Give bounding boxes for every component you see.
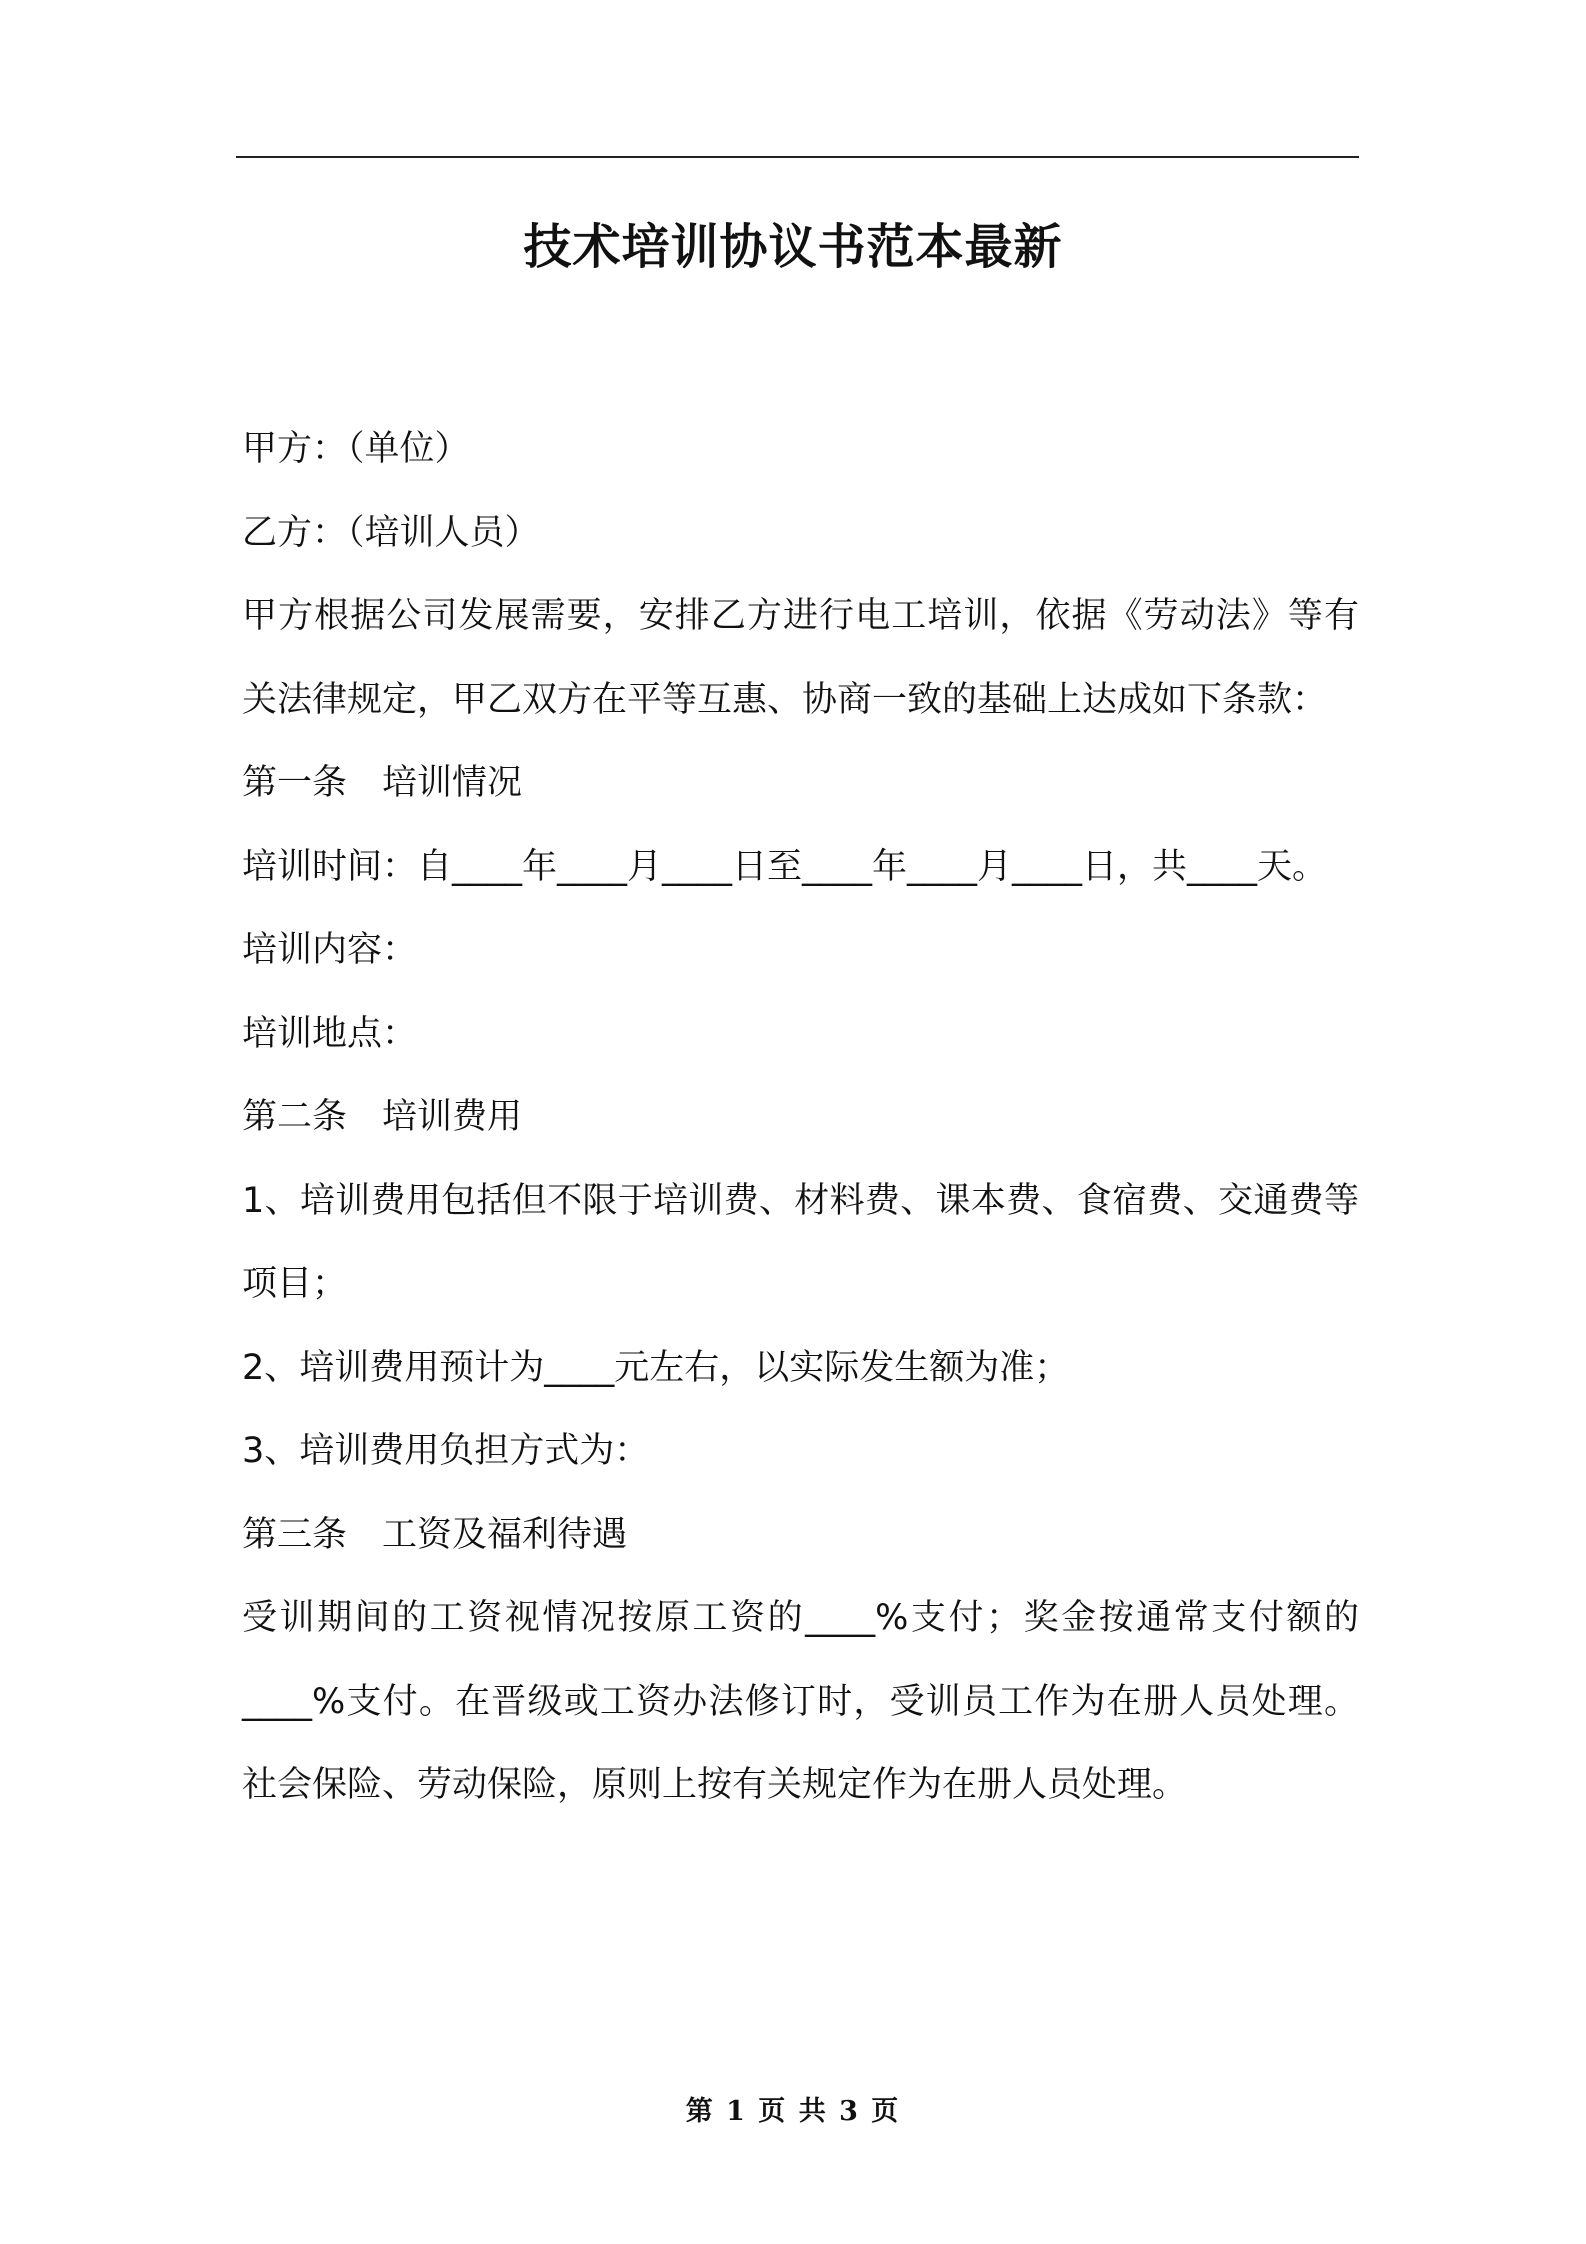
- training-location-line: 培训地点：: [242, 1013, 418, 1054]
- training-content-line: 培训内容：: [242, 930, 418, 970]
- document-body: [242, 408, 1359, 1828]
- salary-benefits-paragraph: 受训期间的工资视情况按原工资的____%支付；奖金按通常支付额的____%支付。在晋级或工资办法修订时，受训员工作为在册人员处理。社会保险、劳动保险，原则上按有关规定作为在册人员处理。: [242, 1598, 1359, 1805]
- page-number-footer: 第 1 页 共 3 页: [685, 2096, 901, 2127]
- document-title: 技术培训协议书范本最新: [523, 219, 1063, 275]
- article-2-heading: 第二条 培训费用: [242, 1097, 523, 1137]
- article-1-heading: 第一条 培训情况: [242, 763, 523, 803]
- preamble-paragraph: 甲方根据公司发展需要，安排乙方进行电工培训，依据《劳动法》等有关法律规定，甲乙双方在平等互惠、协商一致的基础上达成如下条款：: [242, 596, 1359, 720]
- fee-item-1: 1、培训费用包括但不限于培训费、材料费、课本费、食宿费、交通费等项目；: [242, 1180, 1359, 1304]
- party-b-line: 乙方：（培训人员）: [242, 512, 540, 553]
- party-a-line: 甲方：（单位）: [242, 429, 470, 469]
- fee-item-2: 2、培训费用预计为____元左右，以实际发生额为准；: [242, 1347, 1070, 1388]
- training-time-line: 培训时间：自____年____月____日至____年____月____日，共____天。: [242, 846, 1328, 887]
- fee-item-3: 3、培训费用负担方式为：: [242, 1431, 650, 1471]
- header-rule: [236, 156, 1359, 158]
- article-3-heading: 第三条 工资及福利待遇: [242, 1514, 628, 1555]
